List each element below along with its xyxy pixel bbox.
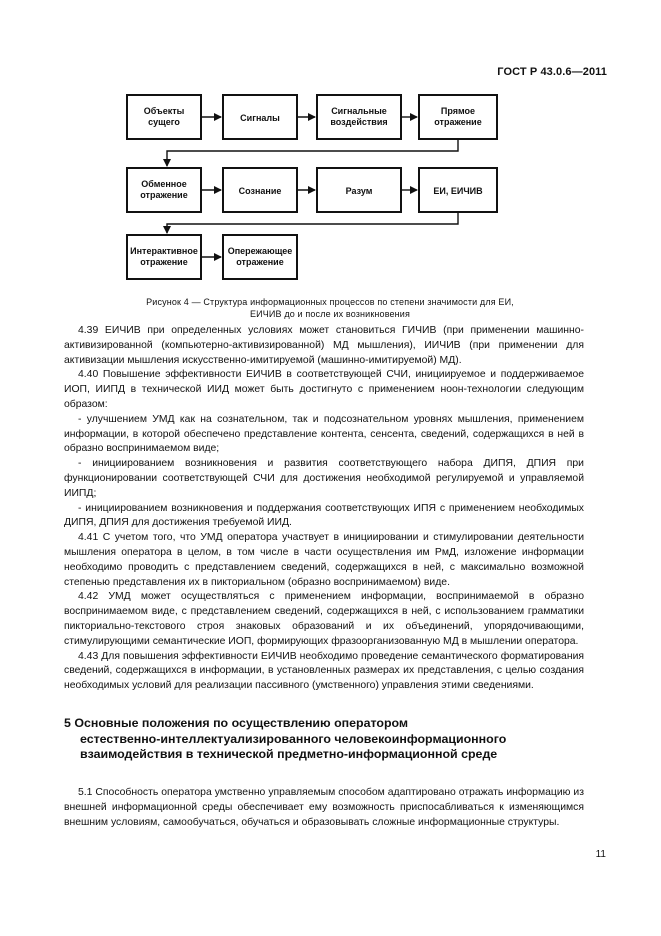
- paragraph-4-42: 4.42 УМД может осуществляться с применением информации, воспринимаемой в образно воспринимаемом виде, с представлением сведений, содержащихся в ней, с использованием грамматики пикториально-текстового строя знаковых образований и их объединений, упорядочивающими, стимулирующими семантические ИОП, формирующих фразоорганизованную МД в мышлении оператора.: [64, 591, 584, 647]
- list-item: - инициированием возникновения и поддержания соответствующих ИПЯ с применением необходимых ДИПЯ, ДПИЯ для достижения требуемой ИИД.: [64, 502, 584, 529]
- section-5-heading: [64, 716, 594, 763]
- arrow-connector-2: [167, 212, 458, 233]
- box-anticipatory-reflection: [223, 235, 297, 279]
- box-direct-reflection-label-2: отражение: [434, 117, 482, 127]
- figure-caption: [80, 296, 580, 320]
- standard-header: ГОСТ Р 43.0.6—2011: [497, 66, 607, 78]
- section-heading-line-1: 5 Основные положения по осуществлению оператором: [64, 716, 409, 730]
- section-5-body: [64, 786, 584, 830]
- process-structure-diagram: [0, 0, 661, 300]
- box-interactive-reflection: [127, 235, 201, 279]
- box-consciousness: [223, 168, 297, 212]
- box-ei-eichiv: [419, 168, 497, 212]
- box-interactive-reflection-label-1: Интерактивное: [130, 246, 198, 256]
- box-interactive-reflection-label-2: отражение: [140, 257, 188, 267]
- caption-line-1: Рисунок 4 — Структура информационных процессов по степени значимости для ЕИ,: [146, 297, 514, 307]
- box-exchange-reflection: [127, 168, 201, 212]
- box-signal-effects-label-1: Сигнальные: [331, 106, 387, 116]
- paragraph-4-40: 4.40 Повышение эффективности ЕИЧИВ в соответствующей СЧИ, инициируемое и поддерживаемое ИОП, ИИПД в технической ИИД может быть достигнуто с применением ноон-технологии следующим образом:: [64, 369, 584, 410]
- box-signal-effects-label-2: воздействия: [330, 117, 388, 127]
- body-text: [64, 324, 584, 694]
- list-item: - инициированием возникновения и развития соответствующего набора ДИПЯ, ДПИЯ при функционировании соответствующей СЧИ для достижения необходимой регулируемой и управляемой ИИПД;: [64, 458, 584, 499]
- box-reason: [317, 168, 401, 212]
- box-anticipatory-reflection-label-1: Опережающее: [227, 246, 293, 256]
- box-ei-eichiv-label-1: ЕИ, ЕИЧИВ: [433, 186, 483, 196]
- box-signals: [223, 95, 297, 139]
- section-heading-line-3: взаимодействия в технической предметно-информационной среде: [80, 747, 498, 761]
- paragraph-4-39: 4.39 ЕИЧИВ при определенных условиях может становиться ГИЧИВ (при применении машинно-активизированной (компьютерно-активизированной) МД мышления), ИИЧИВ (при применении для активизации мышления искусственно-имитируемой (машинно-имитируемой) МД).: [64, 325, 584, 366]
- caption-line-2: ЕИЧИВ до и после их возникновения: [249, 309, 411, 319]
- list-item: - улучшением УМД как на сознательном, так и подсознательном уровнях мышления, применением информации, в которой обеспечено представление контента, сенсента, сведений, содержащихся в ней в образно воспринимаемом виде;: [64, 413, 584, 455]
- box-exchange-reflection-label-1: Обменное: [141, 179, 187, 189]
- box-signals-label-1: Сигналы: [240, 113, 280, 123]
- box-objects-label-2: сущего: [148, 117, 180, 127]
- box-objects-label-1: Объекты: [143, 106, 185, 116]
- box-reason-label-1: Разум: [345, 186, 373, 196]
- paragraph-4-41: 4.41 С учетом того, что УМД оператора участвует в инициировании и стимулировании деятельности мышления оператора в целом, в том числе в части осуществления им РмД, изложение информации необходимо проводить с представлением сведений, содержащихся в ней, с максимально возможной степенью представления их в пикториальном (образно воспринимаемом) виде.: [64, 532, 584, 588]
- box-exchange-reflection-label-2: отражение: [140, 190, 188, 200]
- box-anticipatory-reflection-label-2: отражение: [236, 257, 284, 267]
- box-signal-effects: [317, 95, 401, 139]
- section-heading-line-2: естественно-интеллектуализированного человекоинформационного: [80, 731, 507, 746]
- box-direct-reflection: [419, 95, 497, 139]
- box-consciousness-label-1: Сознание: [238, 186, 282, 196]
- paragraph-4-43: 4.43 Для повышения эффективности ЕИЧИВ необходимо проведение семантического форматирования сведений, содержащихся в информации, в установленных размерах их представления, с целью создания необходимых условий для реализации пассивного (умственного) управления этими сведениями.: [64, 650, 584, 692]
- box-direct-reflection-label-1: Прямое: [440, 106, 476, 116]
- arrow-connector-1: [167, 139, 458, 166]
- page-number: 11: [595, 849, 606, 860]
- box-objects: [127, 95, 201, 139]
- paragraph-5-1: 5.1 Способность оператора умственно управляемым способом адаптировано отражать информацию из внешней информационной среды обеспечивает ему возможность приспосабливаться к изменяющимся внешним условиям, самообучаться, обучаться и образовывать сложные информационные структуры.: [64, 787, 584, 828]
